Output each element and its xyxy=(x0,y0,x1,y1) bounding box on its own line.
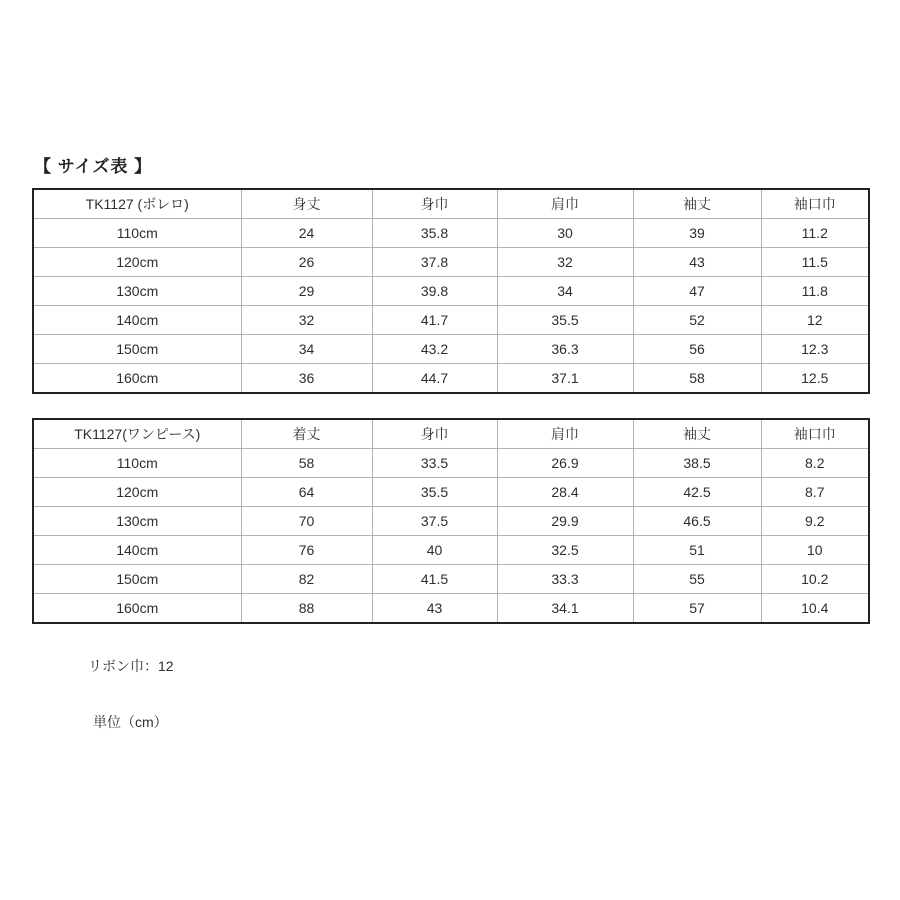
size-label-cell: 110cm xyxy=(33,449,241,478)
measurement-cell: 34 xyxy=(241,335,372,364)
measurement-cell: 11.2 xyxy=(761,219,869,248)
measurement-cell: 8.2 xyxy=(761,449,869,478)
measurement-cell: 43.2 xyxy=(372,335,497,364)
measurement-cell: 41.7 xyxy=(372,306,497,335)
measurement-cell: 10 xyxy=(761,536,869,565)
measure-header-cell: 身丈 xyxy=(241,189,372,219)
measure-header-cell: 身巾 xyxy=(372,419,497,449)
measurement-cell: 12.3 xyxy=(761,335,869,364)
header-row xyxy=(33,189,869,219)
table-row xyxy=(33,335,869,364)
measurement-cell: 39.8 xyxy=(372,277,497,306)
measurement-cell: 52 xyxy=(633,306,761,335)
measure-header-cell: 着丈 xyxy=(241,419,372,449)
table-row xyxy=(33,277,869,306)
size-label-cell: 140cm xyxy=(33,536,241,565)
size-label-cell: 130cm xyxy=(33,507,241,536)
measure-header-cell: 身巾 xyxy=(372,189,497,219)
table-row xyxy=(33,565,869,594)
size-table-onepiece xyxy=(32,418,870,624)
measurement-cell: 34.1 xyxy=(497,594,633,624)
measurement-cell: 51 xyxy=(633,536,761,565)
measurement-cell: 42.5 xyxy=(633,478,761,507)
measurement-cell: 32 xyxy=(241,306,372,335)
measurement-cell: 70 xyxy=(241,507,372,536)
measure-header-cell: 肩巾 xyxy=(497,189,633,219)
size-label-cell: 140cm xyxy=(33,306,241,335)
table-row xyxy=(33,248,869,277)
measurement-cell: 26.9 xyxy=(497,449,633,478)
measurement-cell: 36 xyxy=(241,364,372,394)
measure-header-cell: 袖口巾 xyxy=(761,419,869,449)
measurement-cell: 30 xyxy=(497,219,633,248)
measurement-cell: 34 xyxy=(497,277,633,306)
ribbon-width-note: リボン巾：12 xyxy=(88,658,174,674)
table-row xyxy=(33,219,869,248)
page-title: 【 サイズ表 】 xyxy=(34,157,153,176)
size-label-cell: 150cm xyxy=(33,565,241,594)
measurement-cell: 32 xyxy=(497,248,633,277)
measurement-cell: 37.8 xyxy=(372,248,497,277)
measurement-cell: 11.5 xyxy=(761,248,869,277)
measurement-cell: 33.5 xyxy=(372,449,497,478)
measurement-cell: 46.5 xyxy=(633,507,761,536)
measurement-cell: 8.7 xyxy=(761,478,869,507)
measurement-cell: 12.5 xyxy=(761,364,869,394)
measure-header-cell: 袖丈 xyxy=(633,189,761,219)
table-row xyxy=(33,478,869,507)
size-table-bolero xyxy=(32,188,870,394)
measurement-cell: 57 xyxy=(633,594,761,624)
measurement-cell: 82 xyxy=(241,565,372,594)
measurement-cell: 24 xyxy=(241,219,372,248)
measurement-cell: 43 xyxy=(633,248,761,277)
size-label-cell: 160cm xyxy=(33,364,241,394)
size-label-cell: 120cm xyxy=(33,478,241,507)
measurement-cell: 37.5 xyxy=(372,507,497,536)
unit-note: 単位（cm） xyxy=(93,714,168,730)
measurement-cell: 32.5 xyxy=(497,536,633,565)
measurement-cell: 28.4 xyxy=(497,478,633,507)
measurement-cell: 43 xyxy=(372,594,497,624)
measurement-cell: 10.2 xyxy=(761,565,869,594)
table-row xyxy=(33,594,869,624)
measurement-cell: 35.5 xyxy=(372,478,497,507)
measure-header-cell: 袖丈 xyxy=(633,419,761,449)
measurement-cell: 39 xyxy=(633,219,761,248)
measurement-cell: 29.9 xyxy=(497,507,633,536)
measurement-cell: 29 xyxy=(241,277,372,306)
measurement-cell: 37.1 xyxy=(497,364,633,394)
measurement-cell: 58 xyxy=(633,364,761,394)
measurement-cell: 76 xyxy=(241,536,372,565)
header-row xyxy=(33,419,869,449)
measurement-cell: 36.3 xyxy=(497,335,633,364)
measure-header-cell: 袖口巾 xyxy=(761,189,869,219)
measurement-cell: 11.8 xyxy=(761,277,869,306)
measurement-cell: 9.2 xyxy=(761,507,869,536)
measurement-cell: 33.3 xyxy=(497,565,633,594)
product-header-cell: TK1127(ワンピース) xyxy=(33,419,241,449)
measurement-cell: 40 xyxy=(372,536,497,565)
size-label-cell: 110cm xyxy=(33,219,241,248)
measurement-cell: 58 xyxy=(241,449,372,478)
measurement-cell: 35.8 xyxy=(372,219,497,248)
measurement-cell: 47 xyxy=(633,277,761,306)
measurement-cell: 26 xyxy=(241,248,372,277)
table-row xyxy=(33,536,869,565)
table-row xyxy=(33,449,869,478)
measurement-cell: 44.7 xyxy=(372,364,497,394)
size-label-cell: 120cm xyxy=(33,248,241,277)
measurement-cell: 55 xyxy=(633,565,761,594)
size-label-cell: 130cm xyxy=(33,277,241,306)
measurement-cell: 41.5 xyxy=(372,565,497,594)
table-row xyxy=(33,306,869,335)
table-row xyxy=(33,364,869,394)
size-label-cell: 150cm xyxy=(33,335,241,364)
measurement-cell: 12 xyxy=(761,306,869,335)
measurement-cell: 88 xyxy=(241,594,372,624)
measurement-cell: 10.4 xyxy=(761,594,869,624)
table-row xyxy=(33,507,869,536)
measure-header-cell: 肩巾 xyxy=(497,419,633,449)
measurement-cell: 56 xyxy=(633,335,761,364)
measurement-cell: 64 xyxy=(241,478,372,507)
measurement-cell: 38.5 xyxy=(633,449,761,478)
measurement-cell: 35.5 xyxy=(497,306,633,335)
product-header-cell: TK1127 (ボレロ) xyxy=(33,189,241,219)
size-label-cell: 160cm xyxy=(33,594,241,624)
